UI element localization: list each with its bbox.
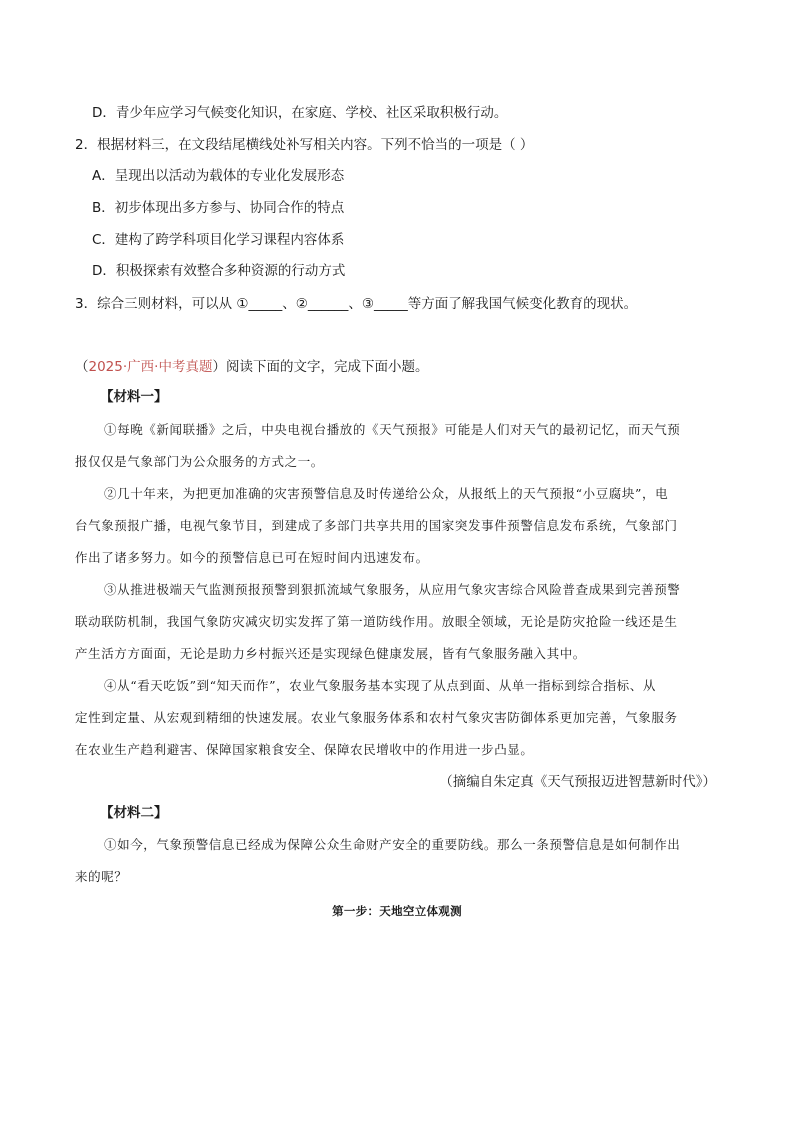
material1-label: 【材料一】	[100, 389, 168, 405]
q2-option-d: D．积极探索有效整合多种资源的行动方式	[92, 263, 346, 279]
source-tag: 2025·广西·中考真题	[88, 359, 213, 375]
material1-line: 作出了诸多努力。如今的预警信息已可在短时间内迅速发布。	[75, 550, 429, 565]
material2-line: 来的呢？	[75, 869, 128, 884]
material2-line: ①如今，气象预警信息已经成为保障公众生命财产安全的重要防线。那么一条预警信息是如何制作出	[104, 837, 681, 852]
q2-option-b: B．初步体现出多方参与、协同合作的特点	[92, 200, 345, 216]
material1-line: ④从“看天吃饭”到“知天而作”，农业气象服务基本实现了从点到面、从单一指标到综合指标、从	[104, 678, 656, 693]
q1-option-d: D．青少年应学习气候变化知识，在家庭、学校、社区采取积极行动。	[92, 105, 508, 121]
material1-line: ①每晚《新闻联播》之后，中央电视台播放的《天气预报》可能是人们对天气的最初记忆，而天气预	[104, 422, 681, 437]
q3-stem: 3．综合三则材料，可以从 ①_____、②______、③_____等方面了解我国气候变化教育的现状。	[75, 296, 638, 312]
material1-line: 联动联防机制，我国气象防灾减灾切实发挥了第一道防线作用。放眼全领域，无论是防灾抢险一线还是生	[75, 614, 678, 629]
material1-line: 台气象预报广播，电视气象节目，到建成了多部门共享共用的国家突发事件预警信息发布系统，气象部门	[75, 518, 678, 533]
material1-line: 报仅仅是气象部门为公众服务的方式之一。	[75, 454, 324, 469]
open-paren: （	[75, 359, 89, 375]
q2-option-c: C．建构了跨学科项目化学习课程内容体系	[92, 232, 345, 248]
material1-line: ③从推进极端天气监测预报预警到狠抓流域气象服务，从应用气象灾害综合风险普查成果到完善预警	[104, 582, 681, 597]
material1-line: ②几十年来，为把更加准确的灾害预警信息及时传递给公众，从报纸上的天气预报“小豆腐块”，电	[104, 486, 669, 501]
material1-line: 定性到定量、从宏观到精细的快速发展。农业气象服务体系和农村气象灾害防御体系更加完善，气象服务	[75, 710, 678, 725]
section-heading	[75, 358, 428, 376]
material1-line: 产生活方方面面，无论是助力乡村振兴还是实现绿色健康发展，皆有气象服务融入其中。	[75, 646, 586, 661]
material1-line: 在农业生产趋利避害、保障国家粮食安全、保障农民增收中的作用进一步凸显。	[75, 742, 534, 757]
q2-stem: 2．根据材料三，在文段结尾横线处补写相关内容。下列不恰当的一项是（ ）	[75, 137, 534, 153]
q2-option-a: A．呈现出以活动为载体的专业化发展形态	[92, 168, 345, 184]
material2-step1-caption: 第一步：天地空立体观测	[332, 904, 462, 918]
section-instruction: 阅读下面的文字，完成下面小题。	[225, 359, 429, 375]
material2-label: 【材料二】	[100, 805, 168, 821]
close-paren: ）	[212, 359, 226, 375]
material1-citation: （摘编自朱定真《天气预报迈进智慧新时代》）	[439, 774, 716, 790]
